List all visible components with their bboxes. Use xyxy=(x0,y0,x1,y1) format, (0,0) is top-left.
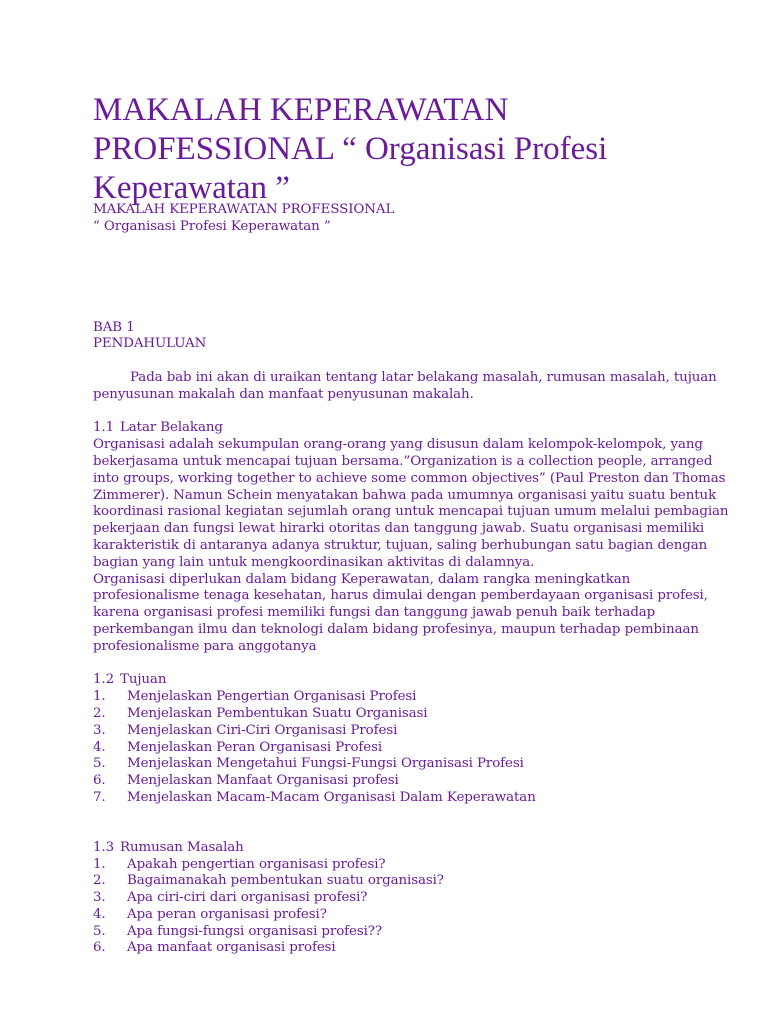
list-item xyxy=(93,706,733,723)
section-title: Latar Belakang xyxy=(120,420,223,436)
list-number: 3. xyxy=(93,890,106,906)
spacer xyxy=(93,656,733,673)
list-text: Bagaimanakah pembentukan suatu organisasi? xyxy=(127,873,444,889)
list-text: Apakah pengertian organisasi profesi? xyxy=(127,856,386,872)
list-text: Menjelaskan Mengetahui Fungsi-Fungsi Organisasi Profesi xyxy=(127,756,524,772)
section-title: Tujuan xyxy=(120,672,167,688)
list-number: 3. xyxy=(93,722,106,738)
list-item xyxy=(93,873,733,890)
tujuan-list xyxy=(93,689,733,807)
subtitle-line-1: MAKALAH KEPERAWATAN PROFESSIONAL xyxy=(93,202,395,217)
document-body xyxy=(93,202,733,957)
latar-belakang-paragraph-1: Organisasi adalah sekumpulan orang-orang yang disusun dalam kelompok-kelompok, yang bekerjasama untuk mencapai tujuan bersama.”Organization is a collection people, arranged into groups, working together to achieve some common objectives” (Paul Preston dan Thomas Zimmerer). Namun Schein menyatakan bahwa pada umumnya organisasi yaitu suatu bentuk koordinasi rasional kegiatan sejumlah orang untuk mencapai tujuan umum melalui pembagian pekerjaan dan fungsi lewat hirarki otoritas dan tanggung jawab. Suatu organisasi memiliki karakteristik di antaranya adanya struktur, tujuan, saling berhubungan satu bagian dengan bagian yang lain untuk mengkoordinasikan aktivitas di dalamnya. xyxy=(93,437,729,570)
list-text: Menjelaskan Pembentukan Suatu Organisasi xyxy=(127,705,428,721)
list-text: Apa manfaat organisasi profesi xyxy=(127,940,336,956)
list-text: Apa fungsi-fungsi organisasi profesi?? xyxy=(127,923,382,939)
section-heading-latar-belakang xyxy=(93,420,733,437)
list-item xyxy=(93,756,733,773)
list-item xyxy=(93,857,733,874)
spacer xyxy=(93,807,733,840)
intro-paragraph: Pada bab ini akan di uraikan tentang latar belakang masalah, rumusan masalah, tujuan penyusunan makalah dan manfaat penyusunan makalah. xyxy=(93,369,717,402)
rumusan-masalah-list xyxy=(93,857,733,958)
list-text: Menjelaskan Macam-Macam Organisasi Dalam Keperawatan xyxy=(127,789,536,805)
chapter-number: BAB 1 xyxy=(93,319,135,335)
list-number: 4. xyxy=(93,906,106,922)
list-text: Apa peran organisasi profesi? xyxy=(127,906,327,922)
list-item xyxy=(93,740,733,757)
list-number: 1. xyxy=(93,856,106,872)
latar-belakang-paragraph-2: Organisasi diperlukan dalam bidang Keperawatan, dalam rangka meningkatkan profesionalisme tenaga kesehatan, harus dimulai dengan pemberdayaan organisasi profesi, karena organisasi profesi memiliki fungsi dan tanggung jawab penuh baik terhadap perkembangan ilmu dan teknologi dalam bidang profesinya, maupun terhadap pembinaan profesionalisme para anggotanya xyxy=(93,571,708,654)
list-item xyxy=(93,790,733,807)
list-number: 6. xyxy=(93,773,106,789)
list-item xyxy=(93,723,733,740)
spacer xyxy=(93,353,733,370)
section-number: 1.1 xyxy=(93,420,114,436)
spacer xyxy=(93,236,733,320)
section-heading-tujuan xyxy=(93,672,733,689)
list-number: 6. xyxy=(93,940,106,956)
document-title: MAKALAH KEPERAWATAN PROFESSIONAL “ Organisasi Profesi Keperawatan ” xyxy=(93,92,608,206)
list-number: 2. xyxy=(93,873,106,889)
list-number: 5. xyxy=(93,923,106,939)
list-item xyxy=(93,924,733,941)
list-text: Menjelaskan Ciri-Ciri Organisasi Profesi xyxy=(127,722,398,738)
list-text: Apa ciri-ciri dari organisasi profesi? xyxy=(127,890,368,906)
section-number: 1.3 xyxy=(93,839,114,855)
section-title: Rumusan Masalah xyxy=(120,839,244,855)
subtitle-line-2: “ Organisasi Profesi Keperawatan ” xyxy=(93,218,331,234)
list-number: 4. xyxy=(93,739,106,755)
chapter-title: PENDAHULUAN xyxy=(93,336,207,352)
list-text: Menjelaskan Pengertian Organisasi Profesi xyxy=(127,689,417,705)
section-number: 1.2 xyxy=(93,672,114,688)
list-number: 2. xyxy=(93,705,106,721)
list-item xyxy=(93,689,733,706)
list-item xyxy=(93,773,733,790)
list-text: Menjelaskan Peran Organisasi Profesi xyxy=(127,739,383,755)
list-number: 5. xyxy=(93,756,106,772)
list-item xyxy=(93,890,733,907)
list-item xyxy=(93,907,733,924)
list-text: Menjelaskan Manfaat Organisasi profesi xyxy=(127,773,399,789)
list-item xyxy=(93,940,733,957)
list-number: 1. xyxy=(93,689,106,705)
section-heading-rumusan-masalah xyxy=(93,840,733,857)
spacer xyxy=(93,404,733,421)
list-number: 7. xyxy=(93,789,106,805)
